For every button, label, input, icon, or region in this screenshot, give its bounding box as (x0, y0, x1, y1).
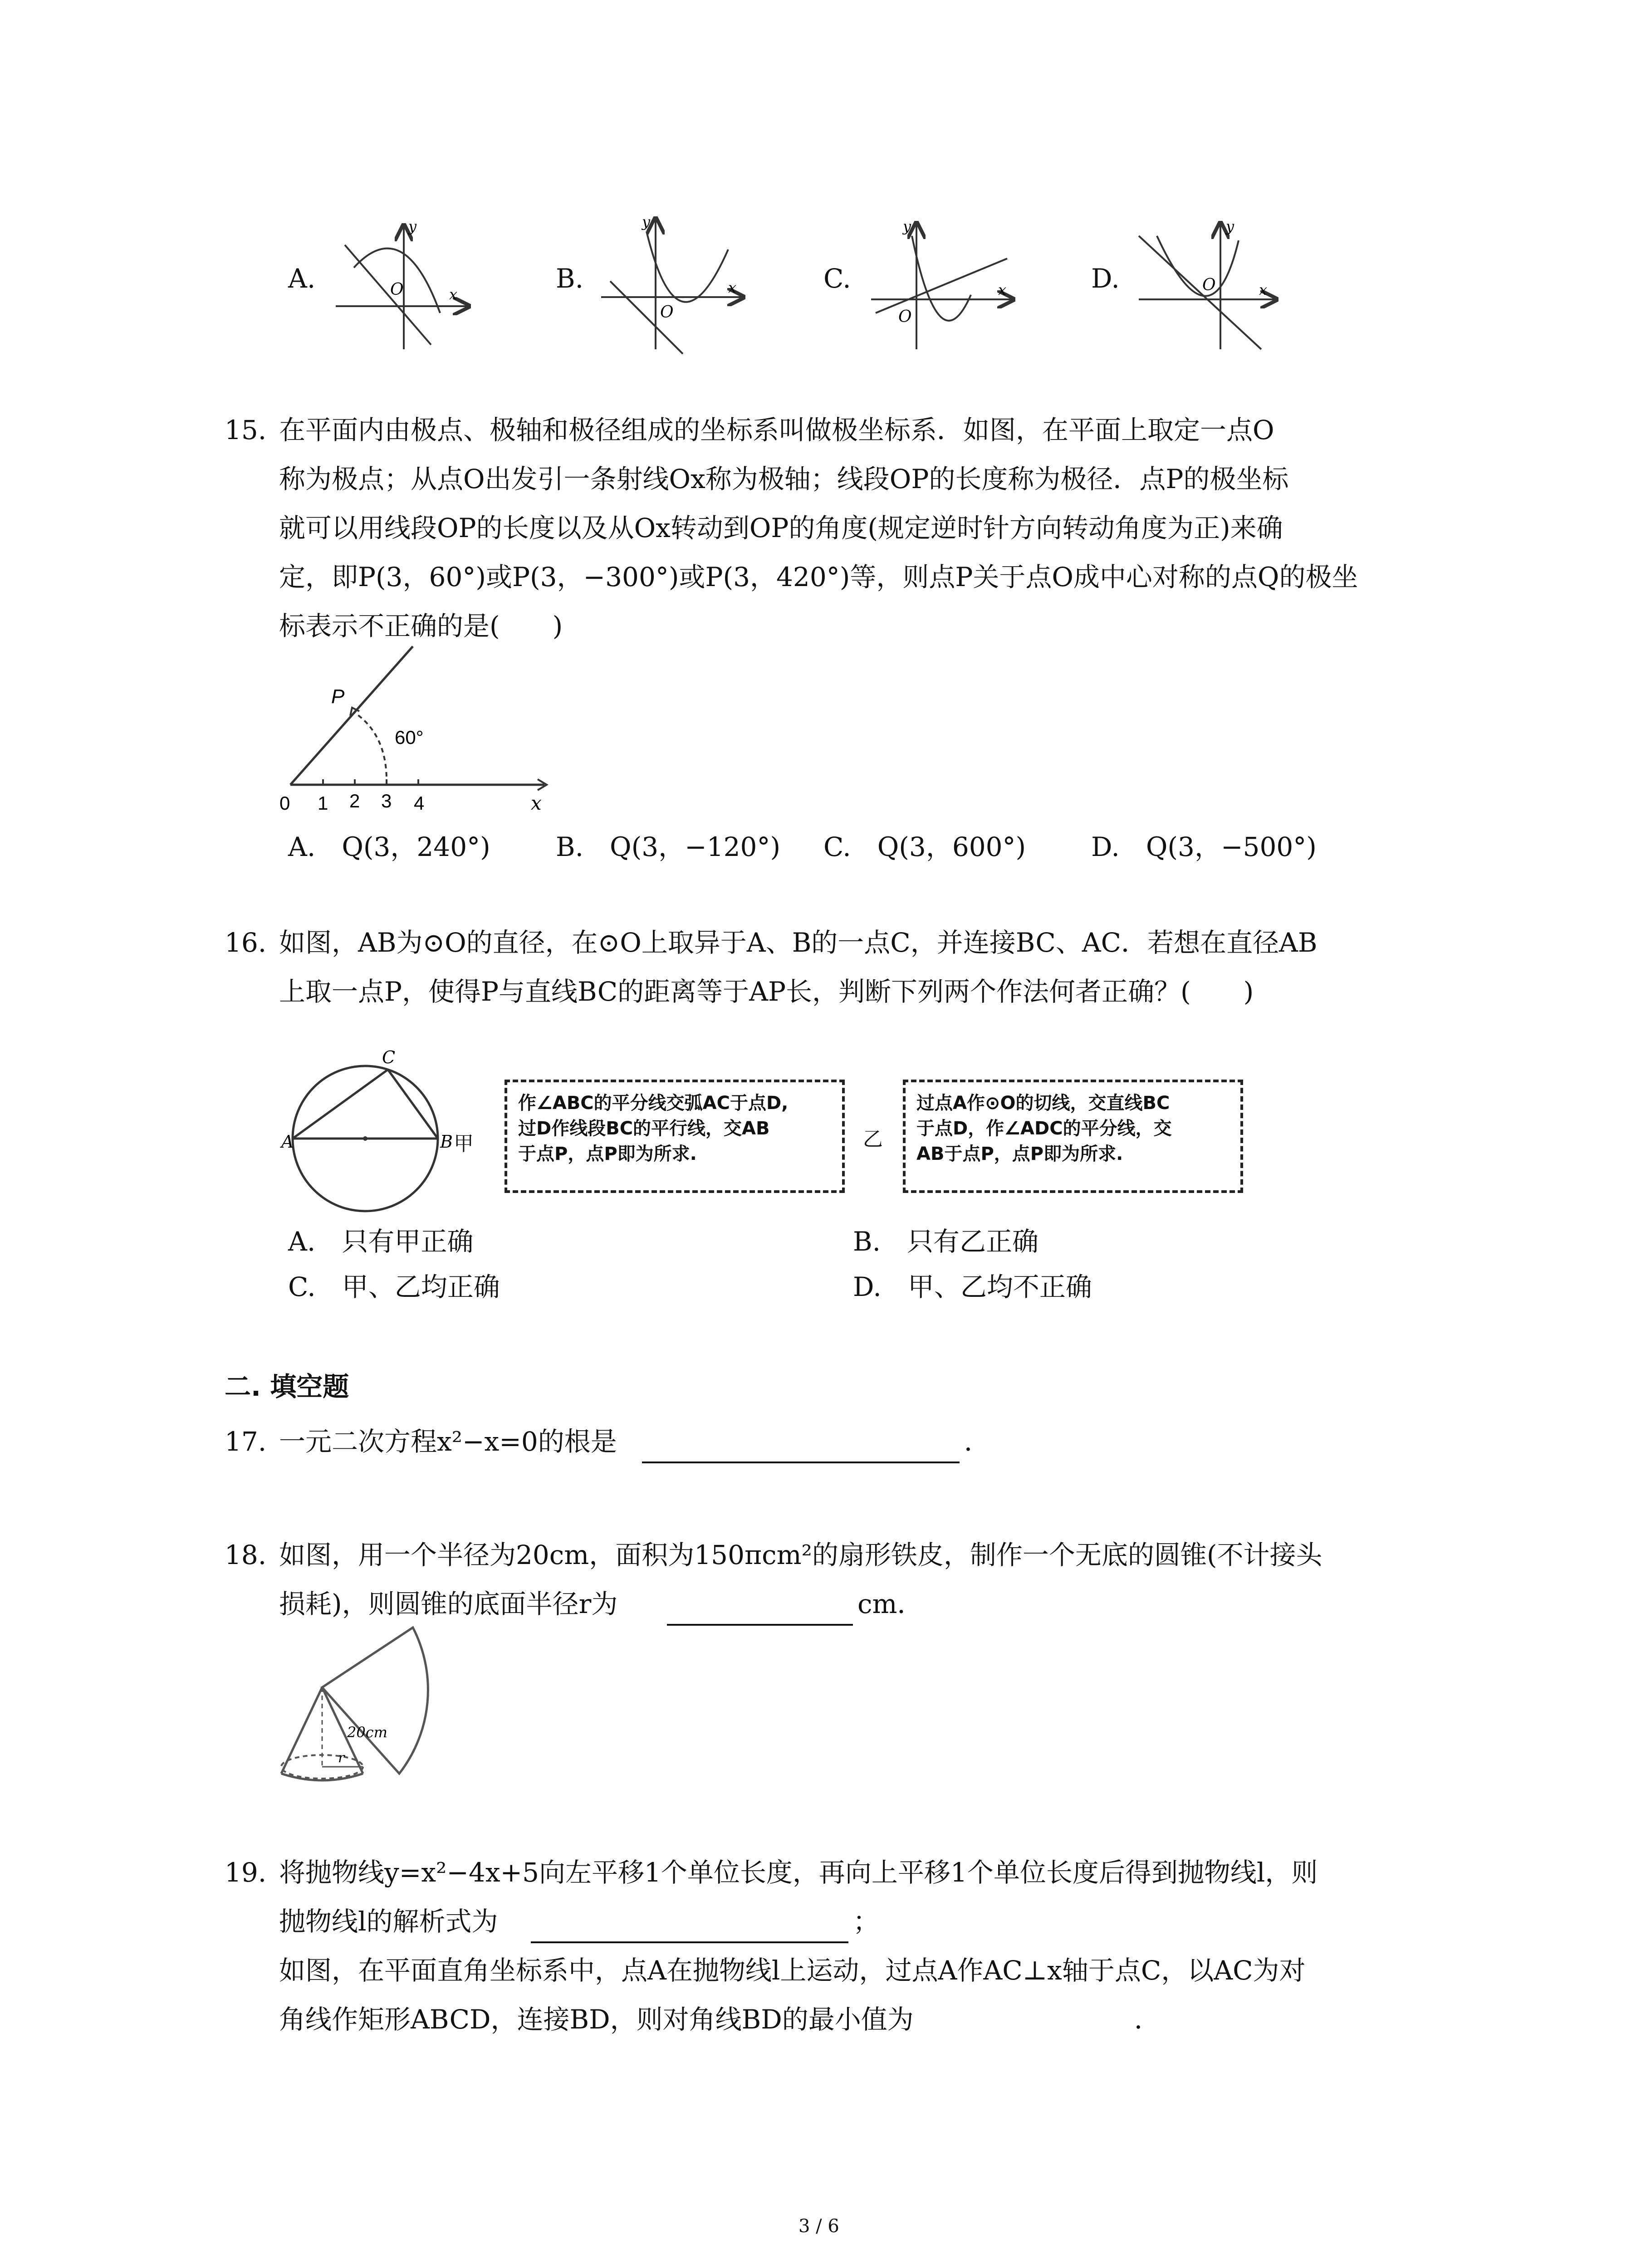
q15-option-a: A. Q(3，240°) (288, 831, 490, 862)
q15-line-1: 在平面内由极点、极轴和极径组成的坐标系叫做极坐标系．如图，在平面上取定一点O (279, 415, 1274, 445)
q16-method-yi-box (903, 1080, 1243, 1193)
svg-text:x: x (1259, 281, 1268, 298)
q14-graph-a (327, 218, 476, 354)
q15-option-b: B. Q(3，−120°) (556, 831, 781, 862)
q16-yi-line-1: 过点A作⊙O的切线，交直线BC (916, 1093, 1170, 1114)
q19-answer-blank-1[interactable] (531, 1941, 848, 1943)
q16-jia-line-1: 作∠ABC的平分线交弧AC于点D, (518, 1093, 789, 1114)
q15-line-2: 称为极点；从点O出发引一条射线Ox称为极轴；线段OP的长度称为极径．点P的极坐标 (279, 464, 1289, 494)
q16-option-d: D. 甲、乙均不正确 (853, 1271, 1092, 1302)
q15-angle-label: 60° (395, 727, 424, 748)
q19-line-3: 如图，在平面直角坐标系中，点A在抛物线l上运动，过点A作AC⊥x轴于点C，以AC为对 (279, 1955, 1306, 1986)
q17-answer-blank[interactable] (642, 1461, 960, 1463)
svg-text:3: 3 (381, 790, 392, 811)
svg-text:O: O (660, 303, 674, 322)
q19-line-1: 将抛物线y=x²−4x+5向左平移1个单位长度，再向上平移1个单位长度后得到抛物线l，则 (279, 1857, 1318, 1888)
q14-graph-d (1130, 218, 1279, 354)
q15-number: 15. (225, 415, 267, 445)
q15-line-4: 定，即P(3，60°)或P(3，−300°)或P(3，420°)等，则点P关于点O成中心对称的点Q的极坐 (279, 562, 1358, 592)
q14-option-a-label: A. (288, 263, 316, 294)
q14-graph-c (862, 218, 1016, 354)
q19-number: 19. (225, 1857, 267, 1888)
q18-cone-figure (277, 1624, 467, 1796)
svg-text:4: 4 (414, 792, 425, 814)
q14-graph-b (592, 213, 746, 358)
q15-line-5: 标表示不正确的是( ) (279, 611, 563, 641)
q18-line-2: 损耗)，则圆锥的底面半径r为 (279, 1589, 618, 1619)
q19-answer-blank-2[interactable] (980, 2039, 1134, 2041)
svg-text:x: x (531, 792, 542, 814)
q15-option-c: C. Q(3，600°) (823, 831, 1026, 862)
q16-yi-label: 乙 (863, 1128, 883, 1151)
q16-yi-line-2: 于点D，作∠ADC的平分线，交 (916, 1118, 1172, 1139)
q16-line-1: 如图，AB为⊙O的直径，在⊙O上取异于A、B的一点C，并连接BC、AC．若想在直径AB (279, 927, 1318, 958)
section-title: 二. 填空题 (225, 1371, 349, 1402)
q16-yi-line-3: AB于点P，点P即为所求. (916, 1144, 1123, 1164)
q18-number: 18. (225, 1540, 267, 1570)
page-number: 3 / 6 (798, 2216, 839, 2237)
q17-number: 17. (225, 1426, 267, 1457)
q18-line-1: 如图，用一个半径为20cm，面积为150πcm²的扇形铁皮，制作一个无底的圆锥(不计接头 (279, 1540, 1323, 1570)
q15-point-label: P (331, 685, 345, 708)
svg-text:x: x (728, 279, 737, 296)
svg-text:x: x (998, 281, 1007, 298)
q19-line-4: 角线作矩形ABCD，连接BD，则对角线BD的最小值为 (279, 2004, 914, 2035)
svg-text:A: A (281, 1132, 294, 1152)
q16-option-a: A. 只有甲正确 (288, 1226, 474, 1257)
q19-line-2: 抛物线l的解析式为 (279, 1906, 498, 1937)
q16-method-jia-box (505, 1080, 845, 1193)
q16-line-2: 上取一点P，使得P与直线BC的距离等于AP长，判断下列两个作法何者正确？( ) (279, 976, 1254, 1007)
q15-option-d: D. Q(3，−500°) (1091, 831, 1317, 862)
q19-line-4-end: ． (1134, 2004, 1161, 2035)
q16-jia-line-3: 于点P，点P即为所求. (518, 1144, 697, 1164)
svg-text:B: B (440, 1132, 453, 1152)
q18-answer-blank[interactable] (667, 1624, 853, 1626)
q18-line-2-end: cm． (857, 1589, 924, 1619)
q14-option-d-label: D. (1091, 263, 1120, 294)
svg-text:y: y (903, 218, 911, 235)
q17-text: 一元二次方程x²−x=0的根是 (279, 1426, 617, 1457)
svg-text:0: 0 (279, 792, 290, 814)
q16-option-c: C. 甲、乙均正确 (288, 1271, 500, 1302)
svg-text:O: O (1202, 276, 1216, 294)
q17-text-end: ． (964, 1426, 991, 1457)
svg-text:y: y (1226, 218, 1234, 235)
q16-circle-figure (281, 1047, 454, 1216)
q14-option-b-label: B. (556, 263, 584, 294)
q15-line-3: 就可以用线段OP的长度以及从Ox转动到OP的角度(规定逆时针方向转动角度为正)来确 (279, 513, 1283, 543)
svg-text:C: C (382, 1047, 396, 1067)
q16-jia-label: 甲 (454, 1132, 474, 1155)
svg-text:x: x (449, 286, 458, 303)
q16-number: 16. (225, 927, 267, 958)
svg-text:O: O (898, 308, 912, 326)
svg-text:1: 1 (318, 792, 328, 814)
q14-option-c-label: C. (823, 263, 851, 294)
svg-text:2: 2 (349, 790, 360, 811)
q16-option-b: B. 只有乙正确 (853, 1226, 1039, 1257)
q18-radius-label: 20cm (347, 1724, 387, 1741)
q19-line-2-end: ； (853, 1906, 880, 1937)
svg-text:y: y (408, 218, 417, 235)
svg-text:y: y (642, 213, 651, 230)
q16-jia-line-2: 过D作线段BC的平行线，交AB (518, 1118, 770, 1139)
q14a-origin: O (390, 280, 404, 299)
q15-polar-figure (272, 635, 581, 816)
svg-text:r: r (338, 1750, 345, 1766)
